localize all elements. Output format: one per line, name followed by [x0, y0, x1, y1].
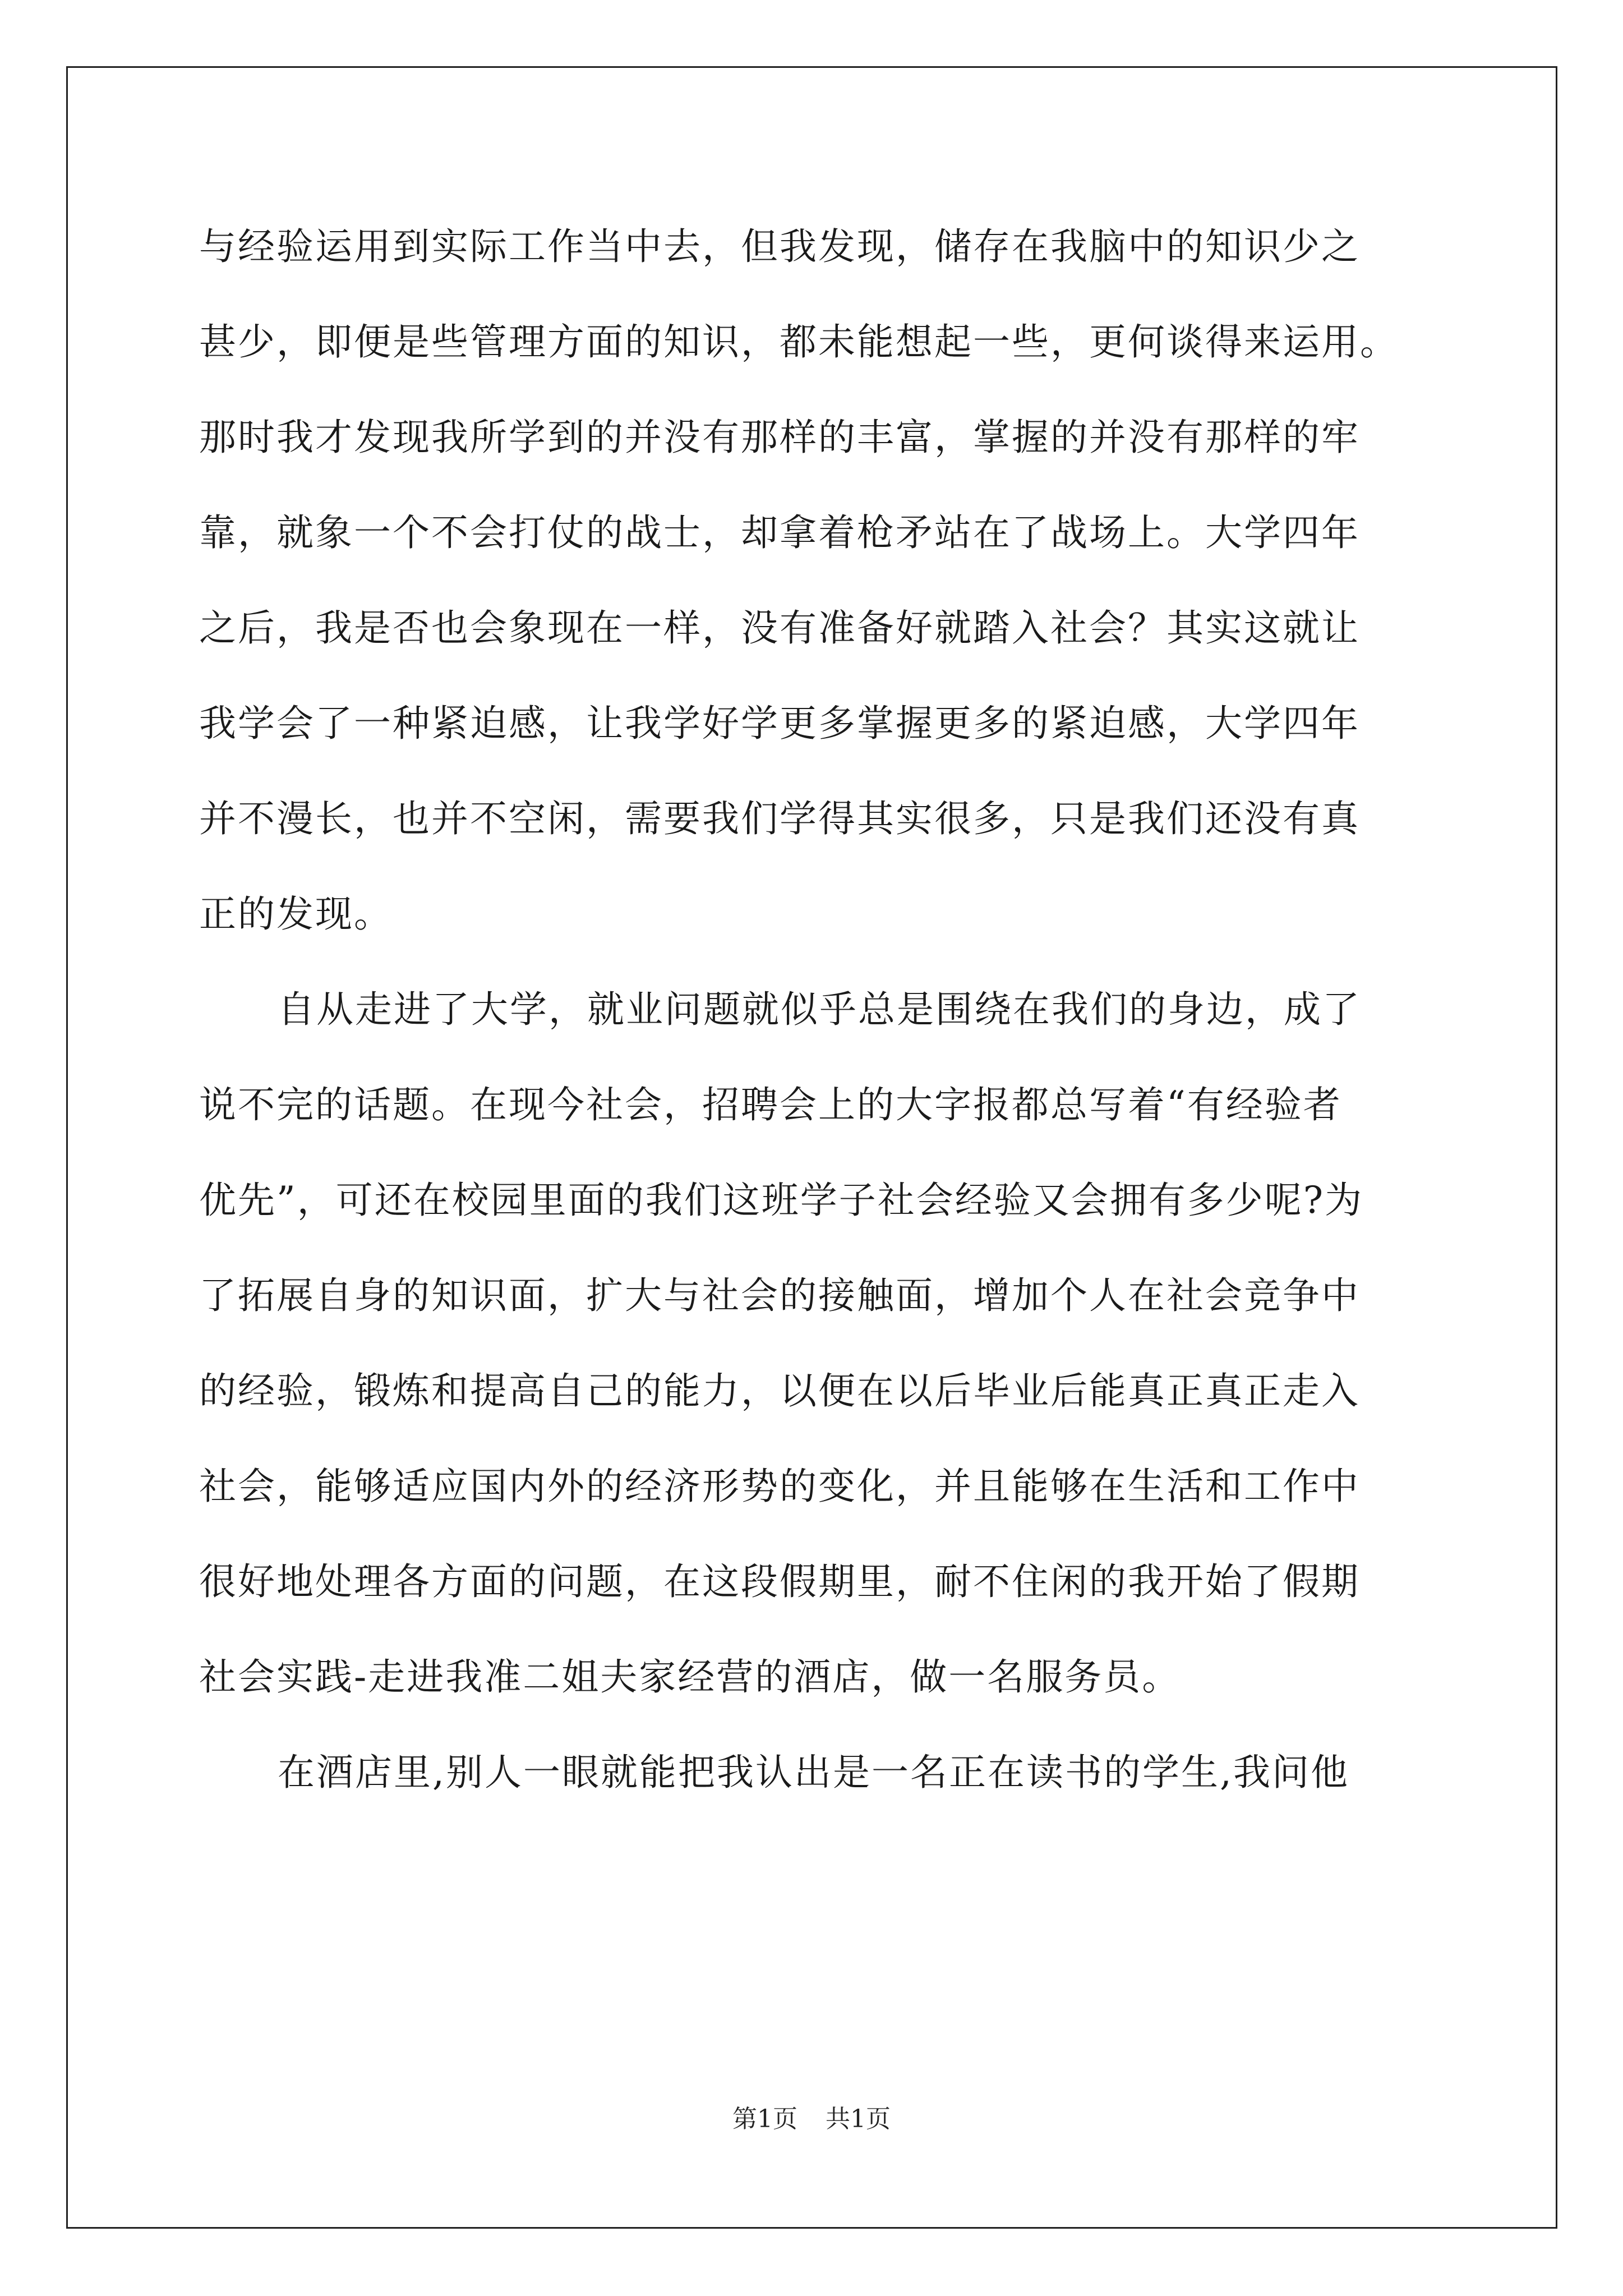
text-line: 我学会了一种紧迫感，让我学好学更多掌握更多的紧迫感，大学四年	[199, 702, 1360, 745]
text-line: 那时我才发现我所学到的并没有那样的丰富，掌握的并没有那样的牢	[199, 416, 1360, 459]
text-line: 社会实践-走进我准二姐夫家经营的酒店，做一名服务员。	[199, 1655, 1181, 1699]
text-line: 并不漫长，也并不空闲，需要我们学得其实很多，只是我们还没有真	[199, 797, 1360, 840]
page-footer	[0, 2102, 1623, 2136]
text-line: 正的发现。	[199, 892, 393, 936]
text-line: 之后，我是否也会象现在一样，没有准备好就踏入社会？其实这就让	[199, 606, 1360, 650]
text-line: 优先”，可还在校园里面的我们这班学子社会经验又会拥有多少呢?为	[199, 1179, 1364, 1222]
page-number: 第1页	[732, 2105, 797, 2133]
text-line: 了拓展自身的知识面，扩大与社会的接触面，增加个人在社会竞争中	[199, 1274, 1360, 1317]
text-line: 的经验，锻炼和提高自己的能力，以便在以后毕业后能真正真正走入	[199, 1369, 1360, 1412]
text-line: 很好地处理各方面的问题，在这段假期里，耐不住闲的我开始了假期	[199, 1560, 1360, 1603]
text-line: 与经验运用到实际工作当中去，但我发现，储存在我脑中的知识少之	[199, 225, 1360, 268]
text-line: 靠，就象一个不会打仗的战士，却拿着枪矛站在了战场上。大学四年	[199, 511, 1360, 554]
text-line: 社会，能够适应国内外的经济形势的变化，并且能够在生活和工作中	[199, 1465, 1360, 1508]
text-line: 甚少，即便是些管理方面的知识，都未能想起一些，更何谈得来运用。	[199, 320, 1399, 364]
document-body	[199, 213, 1433, 1834]
text-line: 说不完的话题。在现今社会，招聘会上的大字报都总写着“有经验者	[199, 1083, 1342, 1126]
paragraph-start-line: 自从走进了大学，就业问题就似乎总是围绕在我们的身边，成了	[278, 988, 1361, 1031]
paragraph-start-line: 在酒店里,别人一眼就能把我认出是一名正在读书的学生,我问他	[278, 1751, 1349, 1794]
page-total: 共1页	[826, 2105, 891, 2133]
